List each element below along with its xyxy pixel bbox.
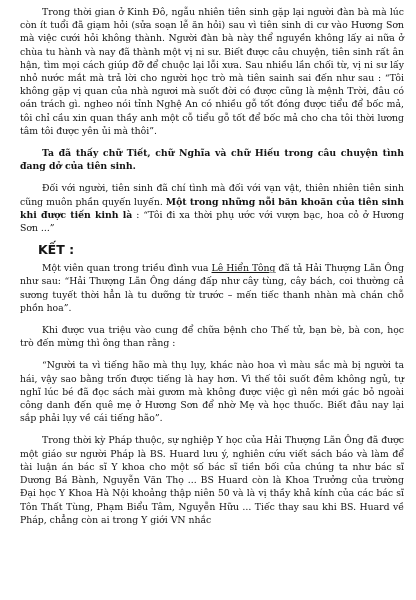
nature-quote: : “Tôi đi xa thời phụ ước với vượn bạc, hoa cỏ ở Hương Sơn ...” [20,209,404,235]
official-text-rest: đã tả Hải Thượng Lãn Ông như sau: “Hải Thượng Lãn Ông dáng đấp như cây tùng, cây bách, coi thường cả sương tuyết thời hẳn là tu dưỡng từ trước – mến tiếc thanh nhàn mà chán chỗ phồn hoa”. [20,263,404,314]
paragraph-lament-quote: “Người ta vì tiếng hão mà thụ lụy, khác nào hoa vì màu sắc mà bị người ta hái, vậy sao bằng trốn được tiếng là hay hơn. Vì thế tôi suốt đêm không ngủ, tự nghĩ lúc bé đã đọc sách mài gươm mà không được việc gì nên mới gác bỏ ngoài công danh đến quê mẹ ở Hương Sơn để nhờ Mẹ và học thuốc. Biết đâu nay lại sắp phải lụy về cái tiếng hão”. [20,360,404,425]
paragraph-nature [20,182,404,235]
paragraph-french-period: Trong thời kỳ Pháp thuộc, sự nghiệp Y học của Hải Thượng Lãn Ông đã được một giáo sư người Pháp là BS. Huard lưu ý, nghiên cứu viết sách báo và làm để tài luận án bác sĩ Y khoa cho một số bác sĩ tiền bối của chúng ta như bác sĩ Dương Bá Bành, Nguyễn Văn Thọ ... BS Huard còn là Khoa Trưởng của trường Đại học Y Khoa Hà Nội khoảng thập niên 50 và là vị thầy khả kính của các bác sĩ Tôn Thất Tùng, Phạm Biểu Tâm, Nguyễn Hữu ... Tiếc thay sau khi BS. Huard về Pháp, chẳng còn ai trong Y giới VN nhắc [20,435,404,526]
paragraph-summoned: Khi được vua triệu vào cung để chữa bệnh cho Thế tử, bạn bè, bà con, học trò đến mừng thì ông than rằng : [20,325,404,350]
nature-emphasis: Một trong những nỗi băn khoăn của tiên sinh khi được tiến kinh là [20,196,404,221]
paragraph-virtues: Ta đã thấy chữ Tiết, chữ Nghĩa và chữ Hiếu trong câu chuyện tình đang dở của tiên sinh. [20,148,404,173]
nature-text: Đối với người, tiên sinh đã chí tình mà đối với vạn vật, thiên nhiên tiên sinh cũng muôn phần quyến luyến. [20,183,404,208]
official-text-start: Một viên quan trong triều đình vua [42,263,209,275]
paragraph-official-description [20,262,404,315]
section-heading-ket: KẾT : [38,242,75,258]
king-name: Lê Hiển Tông [211,263,276,275]
paragraph-story: Trong thời gian ở Kinh Đô, ngẫu nhiên tiên sinh gặp lại người đàn bà mà lúc còn ít tuổi đã giạm hỏi (sửa soạn lễ ăn hỏi) sau vì tiên sinh di cư vào Hương Sơn mà việc cưới hỏi không thành. Người đàn bà này thể nguyền không lấy ai nữa ở chùa tu hành và nay đã thành một vị ni sư. Biết được câu chuyện, tiên sinh rất ân hận, tìm mọi cách giúp đỡ để chuộc lại lỗi xưa. Sau nhiều lần chối từ, vị ni sư lấy nhỏ nước mắt mà trả lời cho người học trò mà tiên sainh sai đến như sau : “Tôi không gặp vị quan của nhà ngươi mà suốt đời có được cũng là mệnh Trời, đâu có oán trách gì. ngheo nói tỉnh Nghệ An có nhiều gỗ tốt đóng được tiểu để bốc mả, tôi chỉ cầu xin quan thầy anh một cỗ tiểu gỗ tốt để bốc mả cho cha tôi thời lương tâm tôi được yên ủi mà thôi”. [20,7,404,137]
